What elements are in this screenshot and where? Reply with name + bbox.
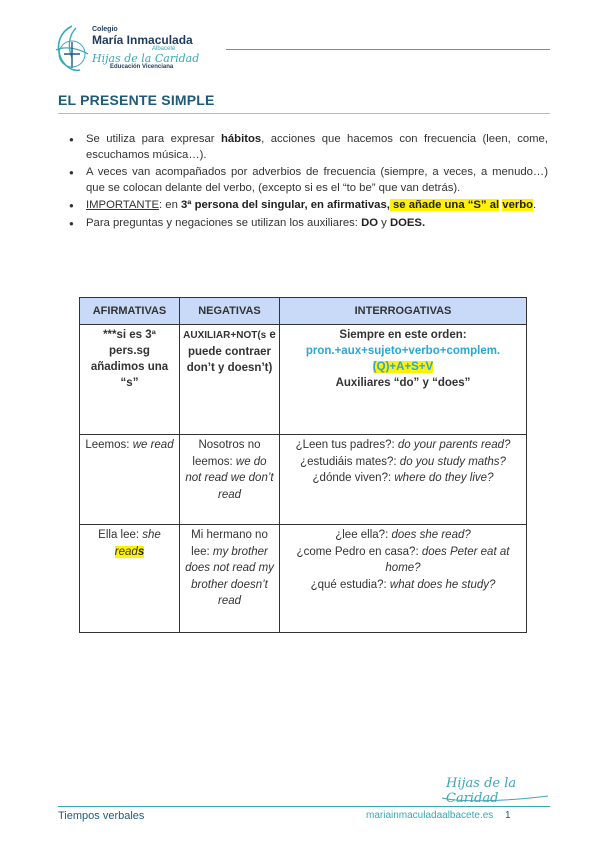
example-negativa (180, 435, 280, 525)
logo-subtitle: Educación Vicenciana (110, 64, 174, 70)
logo-city: Albacete (152, 46, 176, 52)
example-es: ¿qué estudia?: (310, 578, 390, 591)
page-number: 1 (505, 810, 511, 821)
order-formula: pron.+aux+sujeto+verbo+complem. (305, 345, 501, 357)
bullet-text: Para preguntas y negaciones se utilizan los auxiliares: (86, 216, 362, 229)
aux-label: AUXILIAR+NOT(s (183, 330, 267, 341)
table-row (80, 525, 527, 633)
grammar-table (79, 297, 527, 633)
table-row (80, 325, 527, 435)
example-en: we do not read we don’t read (185, 455, 274, 501)
example-es: Nosotros no leemos: (192, 439, 261, 468)
logo-script: Hijas de la Caridad (92, 52, 200, 65)
list-item (58, 216, 548, 232)
bullet-bold: hábitos (221, 133, 262, 145)
example-en: my brother does not read my brother doesn’t read (185, 545, 274, 607)
school-logo (50, 22, 230, 76)
example-en: read (114, 545, 138, 558)
example-en: where do they live? (394, 472, 494, 484)
example-es: Leemos: (85, 439, 133, 451)
example-en: what does he study? (389, 578, 496, 591)
column-header-interrogativas: INTERROGATIVAS (280, 298, 527, 325)
bullet-bold: DO (361, 216, 379, 229)
example-es: ¿Leen tus padres?: (295, 439, 398, 451)
example-afirmativa (80, 525, 180, 633)
example-es: ¿lee ella?: (335, 529, 392, 541)
rule-text: Siempre en este orden: (339, 329, 467, 341)
example-es: ¿estudiáis mates?: (300, 455, 400, 468)
bullet-text: y (378, 216, 390, 229)
example-es: Ella lee: (98, 529, 143, 541)
column-header-afirmativas: AFIRMATIVAS (80, 298, 180, 325)
rules-list (58, 132, 548, 233)
example-es: ¿come Pedro en casa?: (296, 545, 422, 558)
bullet-bold: 3ª persona del singular, en afirmativas, (181, 199, 390, 211)
bullet-text: , acciones que hacemos con frecuencia (leen, come, escuchamos música…). (86, 133, 548, 161)
footer-script-text: Hijas de la Caridad (446, 776, 517, 806)
rule-interrogativas (280, 325, 527, 435)
list-item (58, 132, 548, 163)
important-label: IMPORTANTE (86, 199, 160, 211)
header-divider (226, 49, 550, 50)
school-crest-icon (50, 22, 94, 76)
example-en: does she read? (391, 529, 471, 541)
bullet-text: : en (159, 199, 182, 211)
rule-negativas (180, 325, 280, 435)
bullet-text: A veces van acompañados por adverbios de frecuencia (siempre, a veces, a menudo…) que se colocan delante del verbo, (excepto si es el “to be” que van detrás). (86, 166, 548, 194)
order-short-formula: (Q)+A+S+V (372, 361, 434, 373)
page-title: EL PRESENTE SIMPLE (58, 92, 215, 108)
rule-text: e puede contraer don’t y doesn’t) (186, 329, 276, 374)
logo-school-name: María Inmaculada (92, 33, 193, 47)
table-header-row (80, 298, 527, 325)
rule-text: Auxiliares “do” y “does” (335, 377, 471, 389)
footer-divider (58, 806, 550, 807)
example-en: we read (132, 439, 174, 451)
bullet-bold: DOES. (389, 216, 426, 229)
highlighted-text: verbo (502, 199, 534, 211)
list-item (58, 165, 548, 196)
footer-title: Tiempos verbales (58, 810, 145, 822)
bullet-text: Se utiliza para expresar (86, 133, 221, 145)
example-interrogativa (280, 525, 527, 633)
example-es: Mi hermano no lee: (191, 529, 268, 558)
title-divider (58, 113, 550, 114)
footer-website-link[interactable]: mariainmaculadaalbacete.es (366, 810, 494, 821)
example-afirmativa (80, 435, 180, 525)
example-en: do your parents read? (397, 439, 511, 451)
table-row (80, 435, 527, 525)
example-en: she (142, 529, 161, 541)
column-header-negativas: NEGATIVAS (180, 298, 280, 325)
example-negativa (180, 525, 280, 633)
rule-afirmativas: ***si es 3ª pers.sg añadimos una “s” (80, 325, 180, 435)
example-en: do you study maths? (399, 455, 506, 468)
list-item (58, 198, 548, 214)
logo-college-label: Colegio (92, 26, 118, 33)
footer-script-logo (440, 772, 552, 804)
third-person-s: s (137, 545, 145, 558)
bullet-text: . (533, 199, 537, 211)
example-en-highlight (115, 546, 144, 558)
example-en: does Peter eat at home? (385, 545, 510, 574)
example-es: ¿dónde viven?: (312, 472, 395, 484)
highlighted-text: se añade una “S” al (389, 199, 500, 211)
example-interrogativa (280, 435, 527, 525)
